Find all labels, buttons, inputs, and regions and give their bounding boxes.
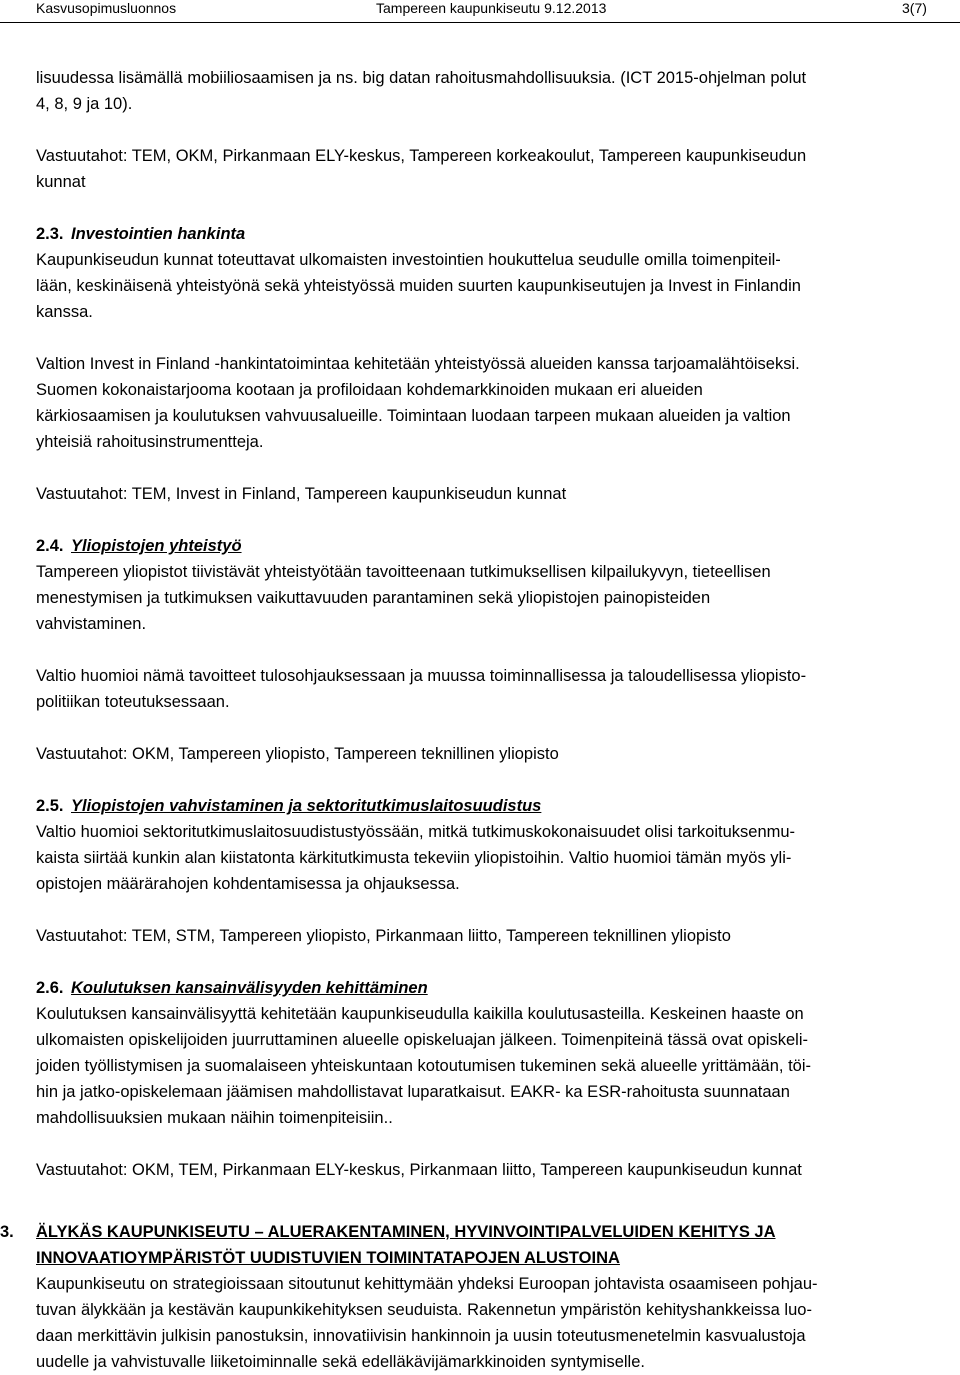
responsible-parties: Vastuutahot: TEM, Invest in Finland, Tampereen kaupunkiseudun kunnat — [36, 485, 567, 503]
document-body — [0, 65, 926, 1375]
paragraph: lisuudessa lisämällä mobiiliosaamisen ja ns. big datan rahoitusmahdollisuuksia. (ICT 2015-ohjelman polut 4, 8, 9 ja 10). — [36, 69, 807, 113]
paragraph: Valtio huomioi sektoritutkimuslaitosuudistustyössään, mitkä tutkimuskokonaisuudet olisi tarkoituksenmu- kaista siirtää kunkin alan kiistatonta kärkitutkimusta tekeviin yliopistoihin. Valtio huomioi tämän myös yli- opistojen määrärahojen kohdentamisessa ja ohjauksessa. — [36, 823, 796, 893]
paragraph: Koulutuksen kansainvälisyyttä kehitetään kaupunkiseudulla kaikilla koulutusasteilla. Keskeinen haaste on ulkomaisten opiskelijoiden juurruttaminen alueelle opiskeluajan jälkeen. Toimenpiteinä tässä ovat opiskeli- joiden työllistymisen ja suomalaiseen yhteiskuntaan kotoutumisen tukeminen sekä alueelle yrittämään, töi- hin ja jatko-opiskelemaan jäämisen mahdollistavat luparatkaisut. EAKR- ka ESR-rahoitusta suunnataan mahdollisuuksien mukaan näihin toimenpiteisiin.. — [36, 1005, 811, 1127]
paragraph: Valtio huomioi nämä tavoitteet tulosohjauksessaan ja muussa toiminnallisessa ja taloudellisessa yliopisto- politiikan toteutuksessaan. — [36, 667, 807, 711]
document-subtitle: Tampereen kaupunkiseutu 9.12.2013 — [376, 0, 607, 16]
section-heading-3: 3. ÄLYKÄS KAUPUNKISEUTU – ALUERAKENTAMINEN, HYVINVOINTIPALVELUIDEN KEHITYS JA INNOVAATIOYMPÄRISTÖT UUDISTUVIEN TOIMINTATAPOJEN ALUSTOINA — [0, 1223, 776, 1267]
paragraph: Kaupunkiseudun kunnat toteuttavat ulkomaisten investointien houkuttelua seudulle omilla toimenpiteil- lään, keskinäisenä yhteistyönä sekä yhteistyössä muiden suurten kaupunkiseutujen ja Invest in Finlandin kanssa. — [36, 251, 801, 321]
paragraph: Kaupunkiseutu on strategioissaan sitoutunut kehittymään yhdeksi Euroopan johtavista osaamiseen pohjau- tuvan älykkään ja kestävän kaupunkikehityksen seuduista. Rakennetun ympäristön kehityshankkeissa luo- daan merkittävin julkisin panostuksin, innovatiivisin hankinnoin ja uusin toteutusmenetelmin kasvualustoja uudelle ja vahvistuvalle liiketoiminnalle sekä edelläkävijämarkkinoiden syntymiselle. — [36, 1275, 818, 1371]
section-heading-2-5: 2.5. Yliopistojen vahvistaminen ja sektoritutkimuslaitosuudistus — [36, 797, 542, 815]
page-header — [0, 0, 960, 23]
paragraph: Valtion Invest in Finland -hankintatoimintaa kehitetään yhteistyössä alueiden kanssa tarjoamalähtöiseksi. Suomen kokonaistarjooma kootaan ja profiloidaan kohdemarkkinoiden mukaan eri alueiden kärkiosaamisen ja koulutuksen vahvuusalueille. Toimintaan luodaan tarpeen mukaan alueiden ja valtion yhteisiä rahoitusinstrumentteja. — [36, 355, 800, 451]
section-heading-2-6: 2.6. Koulutuksen kansainvälisyyden kehittäminen — [36, 979, 428, 997]
section-heading-2-3: 2.3. Investointien hankinta — [36, 225, 246, 243]
paragraph: Tampereen yliopistot tiivistävät yhteistyötään tavoitteenaan tutkimuksellisen kilpailukyvyn, tieteellisen menestymisen ja tutkimuksen vaikuttavuuden parantaminen sekä yliopistojen painopisteiden vahvistaminen. — [36, 563, 771, 633]
document-title: Kasvusopimusluonnos — [36, 0, 177, 16]
section-heading-2-4: 2.4. Yliopistojen yhteistyö — [36, 537, 242, 555]
responsible-parties: Vastuutahot: OKM, TEM, Pirkanmaan ELY-keskus, Pirkanmaan liitto, Tampereen kaupunkiseudun kunnat — [36, 1161, 802, 1179]
responsible-parties: Vastuutahot: TEM, OKM, Pirkanmaan ELY-keskus, Tampereen korkeakoulut, Tampereen kaupunkiseudun kunnat — [36, 147, 807, 191]
responsible-parties: Vastuutahot: OKM, Tampereen yliopisto, Tampereen teknillinen yliopisto — [36, 745, 559, 763]
page-number: 3(7) — [902, 0, 927, 16]
responsible-parties: Vastuutahot: TEM, STM, Tampereen yliopisto, Pirkanmaan liitto, Tampereen teknillinen yliopisto — [36, 927, 731, 945]
